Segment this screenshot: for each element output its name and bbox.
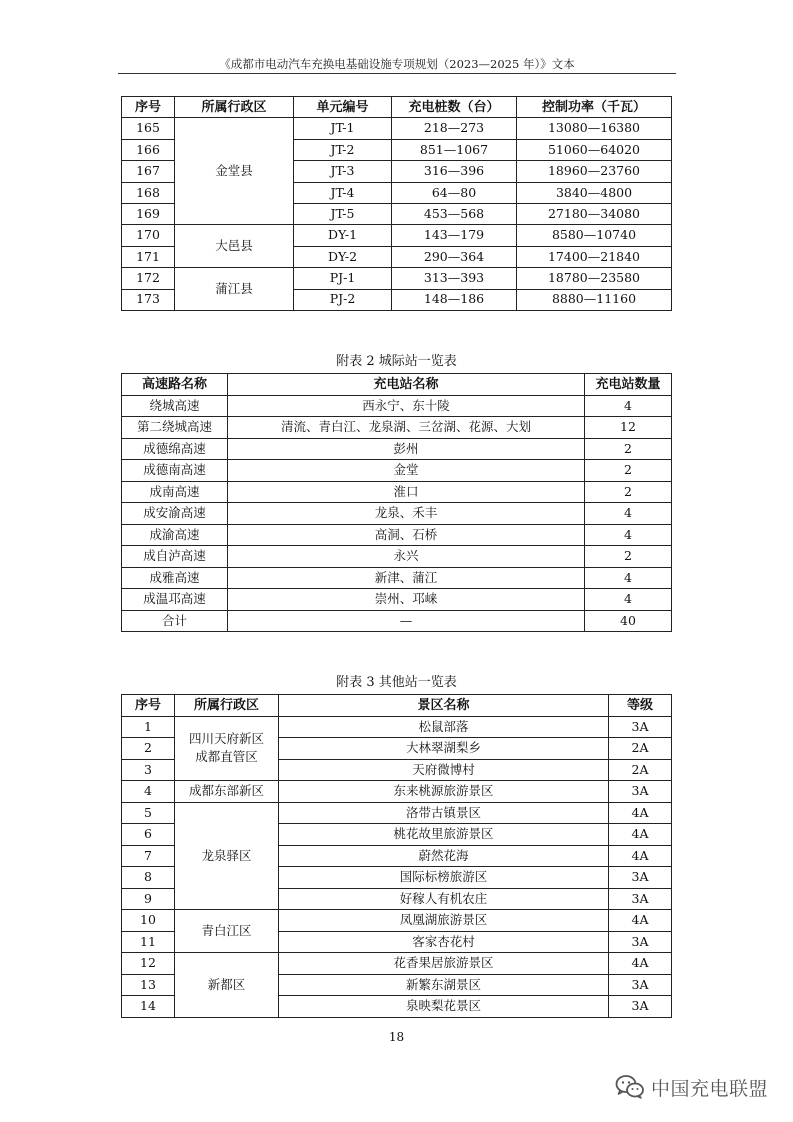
column-header: 序号 <box>122 695 175 717</box>
cell-piles: 64—80 <box>392 182 517 203</box>
cell-no: 7 <box>122 845 175 867</box>
cell-no: 170 <box>122 225 175 246</box>
table-row <box>122 910 672 932</box>
cell-no: 172 <box>122 268 175 289</box>
cell-scenic: 花香果居旅游景区 <box>279 953 609 975</box>
cell-scenic: 洛带古镇景区 <box>279 802 609 824</box>
cell-unit: JT-5 <box>294 203 392 224</box>
cell-road: 成温邛高速 <box>122 589 228 611</box>
cell-count: 2 <box>585 460 672 482</box>
cell-no: 14 <box>122 996 175 1018</box>
cell-road: 成安渝高速 <box>122 503 228 525</box>
cell-level: 3A <box>609 781 672 803</box>
cell-scenic: 大林翠湖梨乡 <box>279 738 609 760</box>
table-row <box>122 438 672 460</box>
table-row <box>122 953 672 975</box>
cell-count: 4 <box>585 589 672 611</box>
column-header: 等级 <box>609 695 672 717</box>
cell-no: 5 <box>122 802 175 824</box>
cell-road: 第二绕城高速 <box>122 417 228 439</box>
cell-road: 成雅高速 <box>122 567 228 589</box>
table-row <box>122 567 672 589</box>
cell-level: 4A <box>609 845 672 867</box>
cell-no: 3 <box>122 759 175 781</box>
cell-power: 27180—34080 <box>517 203 672 224</box>
cell-stations: 新津、蒲江 <box>228 567 585 589</box>
cell-power: 18780—23580 <box>517 268 672 289</box>
cell-no: 4 <box>122 781 175 803</box>
table-header-row <box>122 374 672 396</box>
cell-stations: 清流、青白江、龙泉湖、三岔湖、花源、大划 <box>228 417 585 439</box>
table-row <box>122 781 672 803</box>
cell-scenic: 凤凰湖旅游景区 <box>279 910 609 932</box>
cell-unit: JT-2 <box>294 139 392 160</box>
cell-road: 成南高速 <box>122 481 228 503</box>
cell-no: 11 <box>122 931 175 953</box>
cell-level: 3A <box>609 974 672 996</box>
cell-count: 4 <box>585 395 672 417</box>
cell-power: 18960—23760 <box>517 161 672 182</box>
cell-piles: 148—186 <box>392 289 517 310</box>
cell-power: 51060—64020 <box>517 139 672 160</box>
cell-district: 金堂县 <box>175 118 294 225</box>
cell-power: 8580—10740 <box>517 225 672 246</box>
cell-piles: 290—364 <box>392 246 517 267</box>
cell-road: 成渝高速 <box>122 524 228 546</box>
cell-stations: 高洞、石桥 <box>228 524 585 546</box>
cell-piles: 143—179 <box>392 225 517 246</box>
cell-district: 新都区 <box>175 953 279 1018</box>
cell-level: 4A <box>609 824 672 846</box>
cell-scenic: 天府微博村 <box>279 759 609 781</box>
cell-no: 167 <box>122 161 175 182</box>
cell-no: 8 <box>122 867 175 889</box>
cell-stations: 西永宁、东十陵 <box>228 395 585 417</box>
cell-level: 4A <box>609 953 672 975</box>
cell-road: 成自泸高速 <box>122 546 228 568</box>
watermark-text: 中国充电联盟 <box>651 1077 769 1100</box>
cell-no: 168 <box>122 182 175 203</box>
cell-unit: DY-2 <box>294 246 392 267</box>
cell-count: 4 <box>585 567 672 589</box>
table-caption: 附表 2 城际站一览表 <box>336 354 457 369</box>
cell-no: 12 <box>122 953 175 975</box>
column-header: 充电桩数（台） <box>392 97 517 118</box>
cell-scenic: 东来桃源旅游景区 <box>279 781 609 803</box>
cell-count: 4 <box>585 503 672 525</box>
cell-scenic: 泉映梨花景区 <box>279 996 609 1018</box>
cell-level: 3A <box>609 867 672 889</box>
table-row <box>122 589 672 611</box>
cell-unit: JT-4 <box>294 182 392 203</box>
cell-stations: 永兴 <box>228 546 585 568</box>
cell-district: 成都东部新区 <box>175 781 279 803</box>
cell-no: 10 <box>122 910 175 932</box>
cell-scenic: 松鼠部落 <box>279 716 609 738</box>
cell-district: 蒲江县 <box>175 268 294 311</box>
table-row <box>122 268 672 289</box>
cell-road: 成德南高速 <box>122 460 228 482</box>
cell-district: 大邑县 <box>175 225 294 268</box>
table-total-row <box>122 610 672 632</box>
table-header-row <box>122 97 672 118</box>
cell-no: 173 <box>122 289 175 310</box>
cell-level: 4A <box>609 910 672 932</box>
table-row <box>122 524 672 546</box>
cell-count: 2 <box>585 438 672 460</box>
wechat-icon <box>615 1074 645 1100</box>
document-header: 《成都市电动汽车充换电基础设施专项规划（2023—2025 年）》文本 <box>219 57 575 71</box>
other-station-table <box>121 694 672 1018</box>
cell-piles: 453—568 <box>392 203 517 224</box>
table-row <box>122 118 672 139</box>
cell-level: 3A <box>609 716 672 738</box>
cell-stations: 金堂 <box>228 460 585 482</box>
cell-scenic: 蔚然花海 <box>279 845 609 867</box>
cell-no: 165 <box>122 118 175 139</box>
cell-stations: 崇州、邛崃 <box>228 589 585 611</box>
cell-power: 8880—11160 <box>517 289 672 310</box>
column-header: 所属行政区 <box>175 97 294 118</box>
cell-stations: — <box>228 610 585 632</box>
cell-unit: JT-1 <box>294 118 392 139</box>
cell-unit: PJ-1 <box>294 268 392 289</box>
cell-no: 169 <box>122 203 175 224</box>
cell-no: 1 <box>122 716 175 738</box>
cell-level: 4A <box>609 802 672 824</box>
column-header: 高速路名称 <box>122 374 228 396</box>
cell-piles: 851—1067 <box>392 139 517 160</box>
header-divider <box>118 73 676 74</box>
cell-power: 13080—16380 <box>517 118 672 139</box>
cell-count: 40 <box>585 610 672 632</box>
cell-count: 2 <box>585 481 672 503</box>
charging-pile-table <box>121 96 672 311</box>
table-caption: 附表 3 其他站一览表 <box>336 675 457 690</box>
cell-scenic: 桃花故里旅游景区 <box>279 824 609 846</box>
column-header: 单元编号 <box>294 97 392 118</box>
cell-stations: 龙泉、禾丰 <box>228 503 585 525</box>
cell-level: 2A <box>609 738 672 760</box>
column-header: 控制功率（千瓦） <box>517 97 672 118</box>
cell-no: 2 <box>122 738 175 760</box>
cell-road: 成德绵高速 <box>122 438 228 460</box>
table-row <box>122 417 672 439</box>
cell-no: 6 <box>122 824 175 846</box>
table-row <box>122 225 672 246</box>
cell-piles: 316—396 <box>392 161 517 182</box>
cell-scenic: 好稼人有机农庄 <box>279 888 609 910</box>
cell-road: 绕城高速 <box>122 395 228 417</box>
table-row <box>122 716 672 738</box>
table-row <box>122 802 672 824</box>
table-row <box>122 395 672 417</box>
cell-road: 合计 <box>122 610 228 632</box>
table-row <box>122 460 672 482</box>
cell-power: 3840—4800 <box>517 182 672 203</box>
table-row <box>122 481 672 503</box>
column-header: 序号 <box>122 97 175 118</box>
cell-no: 9 <box>122 888 175 910</box>
cell-level: 3A <box>609 888 672 910</box>
page-number: 18 <box>388 1030 405 1044</box>
cell-no: 166 <box>122 139 175 160</box>
intercity-station-table <box>121 373 672 632</box>
cell-unit: DY-1 <box>294 225 392 246</box>
cell-piles: 313—393 <box>392 268 517 289</box>
cell-scenic: 国际标榜旅游区 <box>279 867 609 889</box>
table-row <box>122 503 672 525</box>
cell-piles: 218—273 <box>392 118 517 139</box>
cell-stations: 彭州 <box>228 438 585 460</box>
watermark <box>615 1072 768 1102</box>
cell-count: 12 <box>585 417 672 439</box>
column-header: 充电站数量 <box>585 374 672 396</box>
cell-level: 3A <box>609 931 672 953</box>
cell-scenic: 客家杏花村 <box>279 931 609 953</box>
cell-level: 2A <box>609 759 672 781</box>
cell-scenic: 新繁东湖景区 <box>279 974 609 996</box>
table-row <box>122 546 672 568</box>
cell-count: 4 <box>585 524 672 546</box>
cell-level: 3A <box>609 996 672 1018</box>
column-header: 景区名称 <box>279 695 609 717</box>
cell-power: 17400—21840 <box>517 246 672 267</box>
cell-unit: PJ-2 <box>294 289 392 310</box>
column-header: 所属行政区 <box>175 695 279 717</box>
column-header: 充电站名称 <box>228 374 585 396</box>
cell-district: 四川天府新区 成都直管区 <box>175 716 279 781</box>
cell-count: 2 <box>585 546 672 568</box>
cell-no: 171 <box>122 246 175 267</box>
cell-no: 13 <box>122 974 175 996</box>
table-header-row <box>122 695 672 717</box>
cell-unit: JT-3 <box>294 161 392 182</box>
cell-district: 青白江区 <box>175 910 279 953</box>
cell-stations: 淮口 <box>228 481 585 503</box>
cell-district: 龙泉驿区 <box>175 802 279 910</box>
